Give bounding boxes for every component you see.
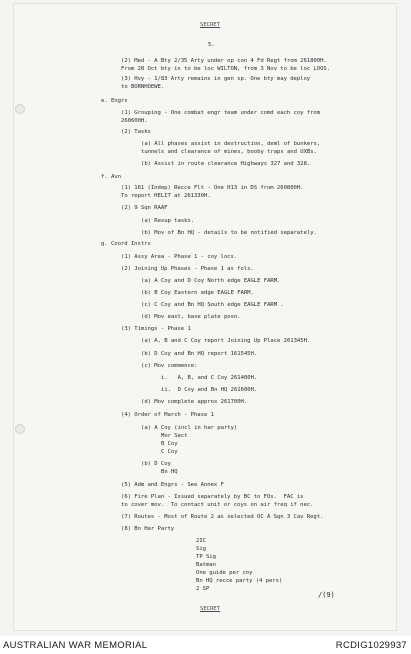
header-classification: SECRET xyxy=(200,22,220,28)
doc-line: (8) Bn Har Party xyxy=(121,526,175,532)
page-number: 5. xyxy=(208,42,215,48)
doc-line: (6) Fire Plan - Issued separately by BC to FOs. FAC is xyxy=(121,494,304,500)
doc-line: Bn HQ xyxy=(161,469,178,475)
doc-line: C Coy xyxy=(161,449,178,455)
doc-line: (3) Hvy - 1/83 Arty remains in gen sp. One bty may deploy xyxy=(121,76,311,82)
doc-line: Batman xyxy=(196,562,216,568)
doc-line: (7) Routes - Most of Route 2 as selected OC A Sqn 3 Cav Regt. xyxy=(121,514,324,520)
doc-line: 2 SP xyxy=(196,586,210,592)
doc-line: B Coy xyxy=(161,441,178,447)
archive-name: AUSTRALIAN WAR MEMORIAL xyxy=(3,640,148,651)
doc-line: From 28 Oct bty is to be loc WILTON, from 3 Nov to be loc LOOS. xyxy=(121,66,331,72)
doc-line: (4) Order of March - Phase 1 xyxy=(121,412,214,418)
doc-line: (c) C Coy and Bn HQ South edge EAGLE FARM . xyxy=(141,302,284,308)
doc-line: (1) Grouping - One combat engr team under comd each coy from xyxy=(121,110,321,116)
doc-line: TP Sig xyxy=(196,554,216,560)
doc-line: (a) A Coy and D Coy North edge EAGLE FARM. xyxy=(141,278,281,284)
doc-line: tunnels and clearance of mines, booby traps and UXBs. xyxy=(141,149,317,155)
doc-line: (a) Resup tasks. xyxy=(141,218,195,224)
doc-line: i. A, B, and C Coy 261400H. xyxy=(161,375,258,381)
doc-line: Bn HQ recce party (4 pers) xyxy=(196,578,283,584)
doc-line: One guide per coy xyxy=(196,570,253,576)
doc-line: To report HELIT at 261330H. xyxy=(121,193,211,199)
doc-line: (a) A, B and C Coy report Joining Up Place 261345H. xyxy=(141,338,311,344)
doc-line: (d) Mov complete approx 261700H. xyxy=(141,399,248,405)
doc-line: 2IC xyxy=(196,538,206,544)
doc-line: 260600H. xyxy=(121,118,148,124)
doc-line: (b) D Coy xyxy=(141,461,171,467)
doc-line: (b) B Coy Eastern edge EAGLE FARM. xyxy=(141,290,254,296)
doc-line: Mor Sect xyxy=(161,433,188,439)
doc-line: (a) All phases assist in destruction, deml of bunkers, xyxy=(141,141,321,147)
section-heading: g. Coord Instrs xyxy=(101,241,151,247)
archive-record-id: RCDIG1029937 xyxy=(335,640,407,651)
doc-line: (a) A Coy (incl in har party) xyxy=(141,425,238,431)
doc-line: (3) Timings - Phase 1 xyxy=(121,326,191,332)
doc-line: (2) Tasks xyxy=(121,129,151,135)
doc-line: (b) Mov of Bn HQ - details to be notified separately. xyxy=(141,230,317,236)
archive-footer xyxy=(0,636,411,654)
section-heading: e. Engrs xyxy=(101,98,128,104)
doc-line: (1) Assy Area - Phase 1 - coy locs. xyxy=(121,254,238,260)
doc-line: (2) Med - A Bty 2/35 Arty under op con 4 Fd Regt from 261800H. xyxy=(121,58,327,64)
doc-line: (1) 161 (Indep) Recce Flt - One H13 in DS from 260800H. xyxy=(121,185,304,191)
doc-line: to BORNHOEWE. xyxy=(121,84,165,90)
doc-line: ii. D Coy and Bn HQ 261600H. xyxy=(161,387,258,393)
doc-line: (b) D Coy and Bn HQ report 161545H. xyxy=(141,351,258,357)
page-continuation: /(9) xyxy=(318,591,335,599)
doc-line: (2) 9 Sqn RAAF xyxy=(121,205,168,211)
section-heading: f. Avn xyxy=(101,174,121,180)
doc-line: to cover mov. To contact unit or coys on air freq if nec. xyxy=(121,502,314,508)
doc-line: (d) Mov east, base plate posn. xyxy=(141,314,241,320)
doc-line: (5) Adm and Engrs - See Annex F xyxy=(121,482,224,488)
doc-line: (c) Mov commence: xyxy=(141,363,198,369)
doc-line: Sig xyxy=(196,546,206,552)
doc-line: (b) Assist in route clearance Highways 327 and 328. xyxy=(141,161,311,167)
footer-classification: SECRET xyxy=(200,606,220,612)
doc-line: (2) Joining Up Phases - Phase 1 as fols. xyxy=(121,266,254,272)
punch-hole-mark xyxy=(15,104,25,114)
punch-hole-mark xyxy=(15,424,25,434)
